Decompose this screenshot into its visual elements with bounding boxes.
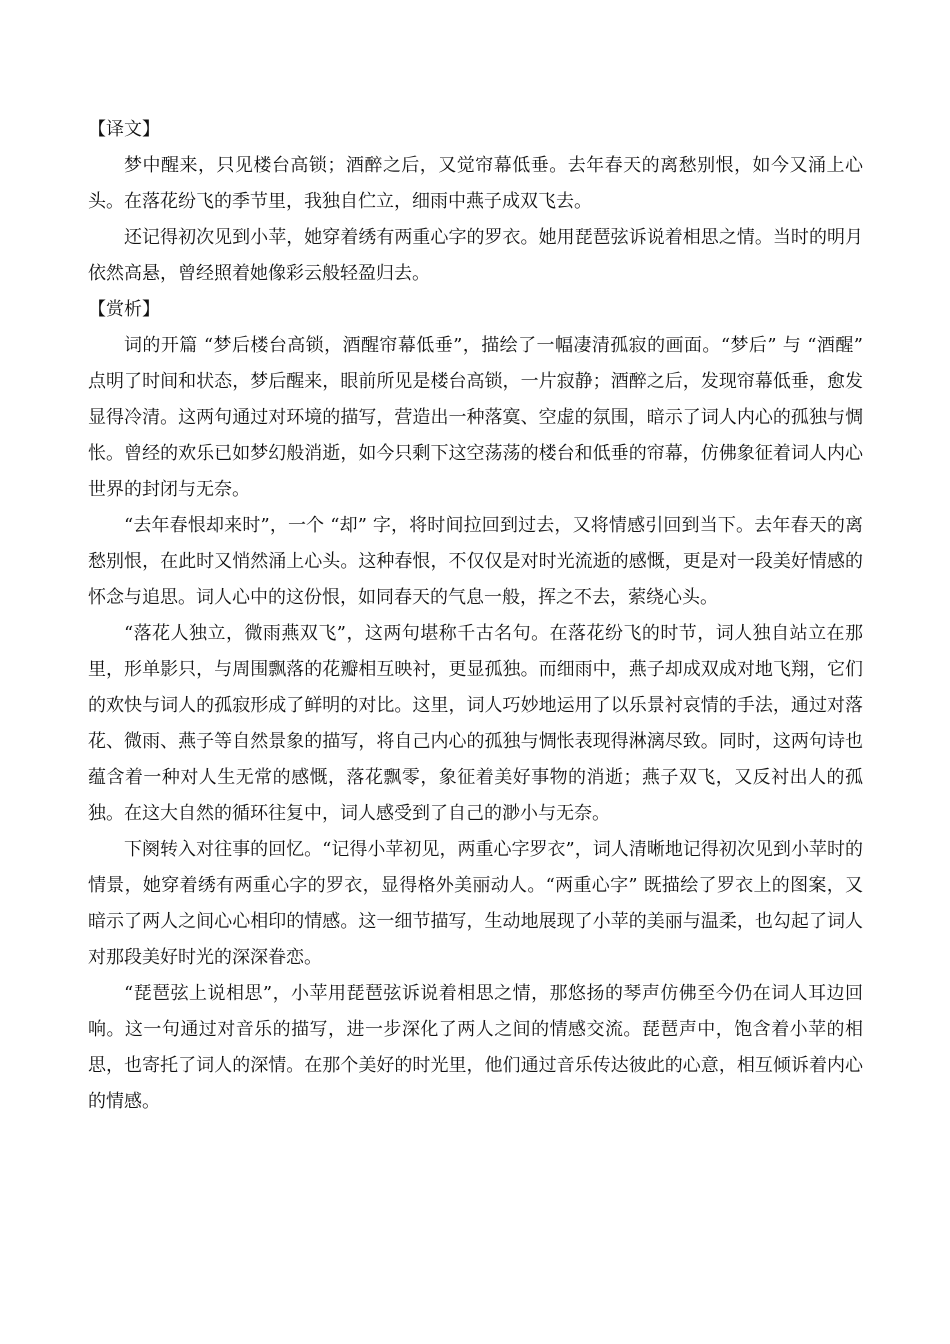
appreciation-paragraph: “琵琶弦上说相思”，小苹用琵琶弦诉说着相思之情，那悠扬的琴声仿佛至今仍在词人耳边回响。这一句通过对音乐的描写，进一步深化了两人之间的情感交流。琵琶声中，饱含着小苹的相思，也寄托了词人的深情。在那个美好的时光里，他们通过音乐传达彼此的心意，相互倾诉着内心的情感。 (88, 983, 863, 1112)
translation-heading: 【译文】 (88, 119, 160, 140)
translation-paragraph: 还记得初次见到小苹，她穿着绣有两重心字的罗衣。她用琵琶弦诉说着相思之情。当时的明月依然高悬，曾经照着她像彩云般轻盈归去。 (88, 227, 863, 284)
translation-paragraph: 梦中醒来，只见楼台高锁；酒醉之后，又觉帘幕低垂。去年春天的离愁别恨，如今又涌上心头。在落花纷飞的季节里，我独自伫立，细雨中燕子成双飞去。 (88, 155, 863, 212)
appreciation-section (88, 292, 863, 1120)
appreciation-paragraph: “去年春恨却来时”，一个 “却” 字，将时间拉回到过去，又将情感引回到当下。去年春天的离愁别恨，在此时又悄然涌上心头。这种春恨，不仅仅是对时光流逝的感慨，更是对一段美好情感的怀念与追思。词人心中的这份恨，如同春天的气息一般，挥之不去，萦绕心头。 (88, 515, 863, 608)
document-page (88, 112, 863, 1120)
appreciation-paragraph: 下阕转入对往事的回忆。“记得小苹初见，两重心字罗衣”，词人清晰地记得初次见到小苹时的情景，她穿着绣有两重心字的罗衣，显得格外美丽动人。“两重心字” 既描绘了罗衣上的图案，又暗示了两人之间心心相印的情感。这一细节描写，生动地展现了小苹的美丽与温柔，也勾起了词人对那段美好时光的深深眷恋。 (88, 839, 863, 968)
appreciation-heading: 【赏析】 (88, 299, 160, 320)
translation-section (88, 112, 863, 292)
appreciation-paragraph: 词的开篇 “梦后楼台高锁，酒醒帘幕低垂”，描绘了一幅凄清孤寂的画面。“梦后” 与 “酒醒” 点明了时间和状态，梦后醒来，眼前所见是楼台高锁，一片寂静；酒醉之后，发现帘幕低垂，愈发显得冷清。这两句通过对环境的描写，营造出一种落寞、空虚的氛围，暗示了词人内心的孤独与惆怅。曾经的欢乐已如梦幻般消逝，如今只剩下这空荡荡的楼台和低垂的帘幕，仿佛象征着词人内心世界的封闭与无奈。 (88, 335, 863, 500)
appreciation-paragraph: “落花人独立，微雨燕双飞”，这两句堪称千古名句。在落花纷飞的时节，词人独自站立在那里，形单影只，与周围飘落的花瓣相互映衬，更显孤独。而细雨中，燕子却成双成对地飞翔，它们的欢快与词人的孤寂形成了鲜明的对比。这里，词人巧妙地运用了以乐景衬哀情的手法，通过对落花、微雨、燕子等自然景象的描写，将自己内心的孤独与惆怅表现得淋漓尽致。同时，这两句诗也蕴含着一种对人生无常的感慨，落花飘零，象征着美好事物的消逝；燕子双飞，又反衬出人的孤独。在这大自然的循环往复中，词人感受到了自己的渺小与无奈。 (88, 623, 863, 824)
